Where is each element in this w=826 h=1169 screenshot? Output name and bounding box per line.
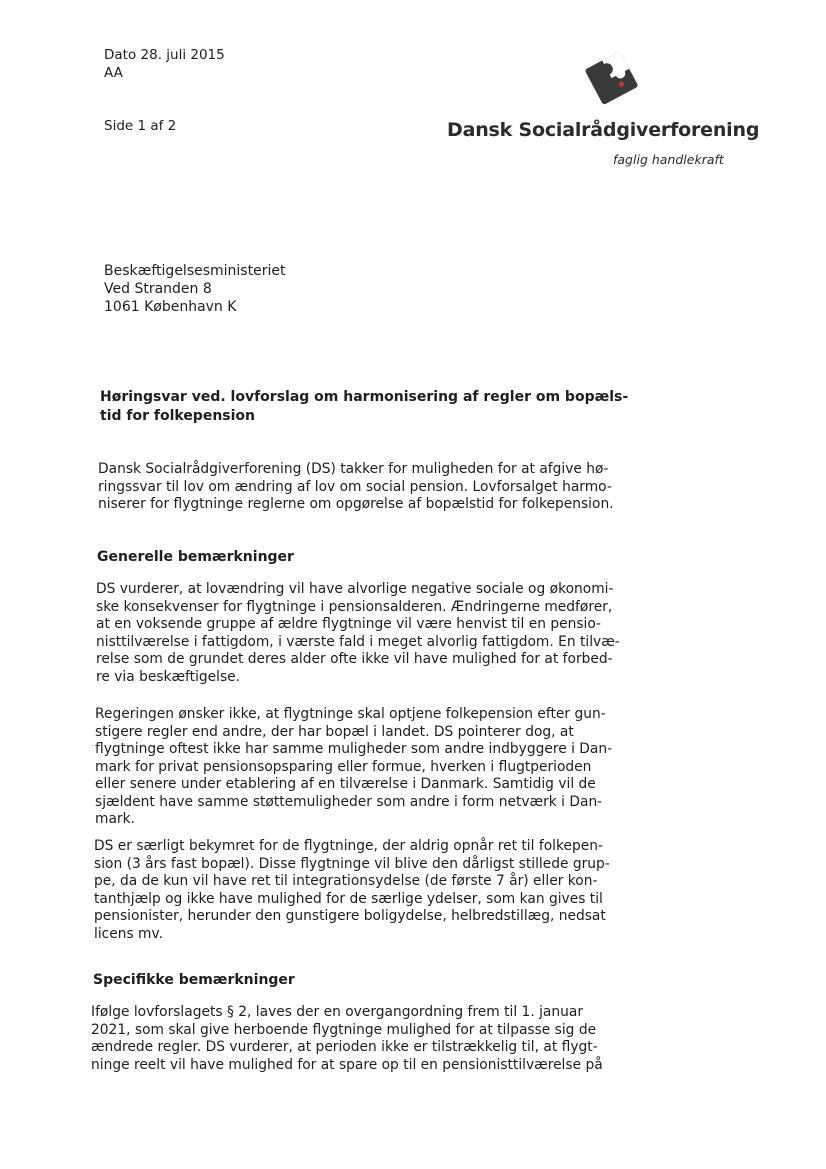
paragraph-line: pensionister, herunder den gunstigere boligydelse, helbredstillæg, nedsat [94, 908, 606, 924]
paragraph-line: nisttilværelse i fattigdom, i værste fald i meget alvorlig fattigdom. En tilvæ- [96, 633, 620, 650]
title-line: Høringsvar ved. lovforslag om harmonisering af regler om bopæls- [100, 389, 629, 405]
recipient-city: 1061 København K [104, 299, 237, 315]
general-paragraph-1 [96, 581, 624, 686]
paragraph-line: ændrede regler. DS vurderer, at perioden ikke er tilstrækkelig til, at flygt- [91, 1039, 598, 1055]
paragraph-line: Dansk Socialrådgiverforening (DS) takker for muligheden for at afgive hø- [98, 461, 609, 477]
paragraph-line: Regeringen ønsker ikke, at flygtninge skal optjene folkepension efter gun- [95, 706, 606, 722]
recipient-street: Ved Stranden 8 [104, 281, 212, 297]
paragraph-line: stigere regler end andre, der har bopæl i landet. DS pointerer dog, at [95, 723, 574, 740]
paragraph-line: DS er særligt bekymret for de flygtninge, der aldrig opnår ret til folkepen- [94, 838, 603, 854]
document-date: Dato 28. juli 2015 [104, 47, 225, 63]
paragraph-line: flygtninge oftest ikke har samme muligheder som andre indbyggere i Dan- [95, 741, 613, 757]
organization-name: Dansk Socialrådgiverforening [447, 119, 760, 141]
paragraph-line: ringssvar til lov om ændring af lov om social pension. Lovforsalget harmo- [98, 478, 612, 495]
paragraph-line: sjældent have samme støttemuligheder som andre i form netværk i Dan- [95, 793, 603, 810]
recipient-address [104, 262, 285, 316]
letter-title [100, 388, 640, 426]
paragraph-line: tanthjælp og ikke have mulighed for de særlige ydelser, som kan gives til [94, 890, 603, 907]
recipient-name: Beskæftigelsesministeriet [104, 263, 286, 279]
paragraph-line: eller senere under etablering af en tilværelse i Danmark. Samtidig vil de [95, 776, 596, 792]
paragraph-line: relse som de grundet deres alder ofte ikke vil have mulighed for at forbed- [96, 651, 613, 667]
organization-tagline: faglig handlekraft [613, 152, 724, 167]
general-paragraph-3 [94, 838, 622, 943]
general-paragraph-2 [95, 706, 623, 829]
specific-paragraph-1 [91, 1004, 619, 1074]
page-number: Side 1 af 2 [104, 118, 177, 134]
paragraph-line: ske konsekvenser for flygtninge i pensionsalderen. Ændringerne medfører, [96, 598, 613, 615]
intro-paragraph [98, 461, 626, 514]
paragraph-line: mark for privat pensionsopsparing eller formue, hverken i flugtperioden [95, 758, 592, 775]
paragraph-line: sion (3 års fast bopæl). Disse flygtninge vil blive den dårligst stillede grup- [94, 855, 610, 872]
specific-remarks-heading: Specifikke bemærkninger [93, 972, 295, 988]
paragraph-line: ninge reelt vil have mulighed for at spare op til en pensionisttilværelse på [91, 1056, 603, 1073]
title-line: tid for folkepension [100, 408, 256, 424]
paragraph-line: 2021, som skal give herboende flygtninge mulighed for at tilpasse sig de [91, 1021, 597, 1038]
paragraph-line: at en voksende gruppe af ældre flygtninge vil være henvist til en pensio- [96, 616, 602, 632]
puzzle-figure-logo-icon [578, 50, 646, 108]
paragraph-line: pe, da de kun vil have ret til integrationsydelse (de første 7 år) eller kon- [94, 873, 598, 889]
general-remarks-heading: Generelle bemærkninger [97, 549, 294, 565]
paragraph-line: DS vurderer, at lovændring vil have alvorlige negative sociale og økonomi- [96, 581, 614, 597]
paragraph-line: licens mv. [94, 925, 163, 942]
document-initials: AA [104, 65, 123, 81]
paragraph-line: mark. [95, 811, 135, 827]
paragraph-line: re via beskæftigelse. [96, 668, 241, 685]
paragraph-line: Ifølge lovforslagets § 2, laves der en overgangordning frem til 1. januar [91, 1004, 584, 1020]
paragraph-line: niserer for flygtninge reglerne om opgørelse af bopælstid for folkepension. [98, 496, 614, 512]
